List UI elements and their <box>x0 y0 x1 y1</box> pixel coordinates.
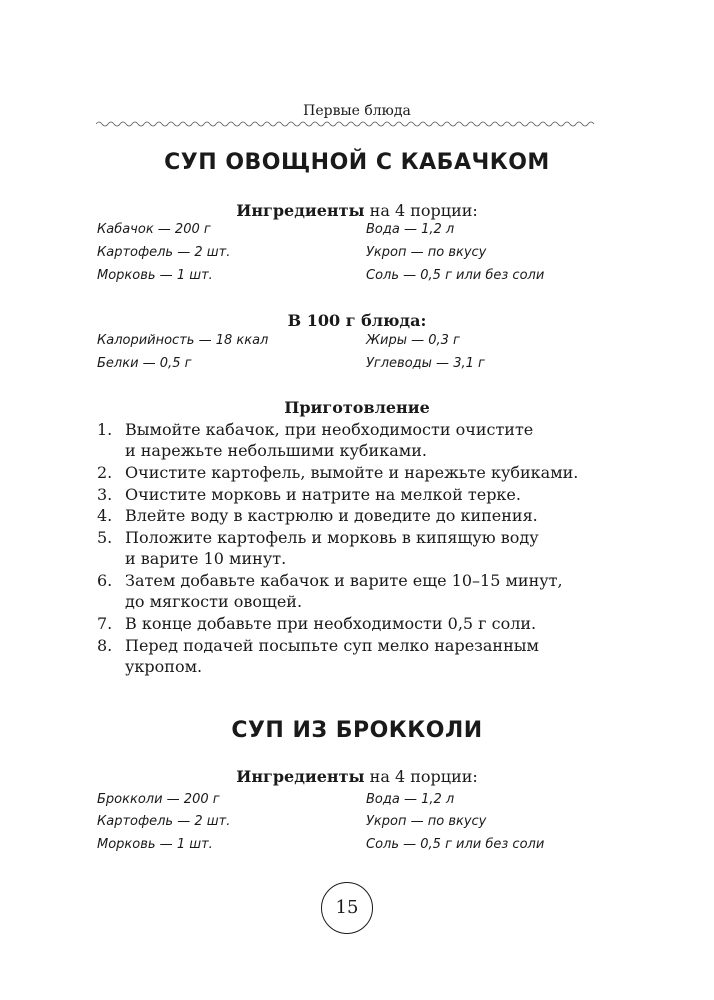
ingredient-item: Картофель — 2 шт. <box>97 245 231 260</box>
recipe1-title: СУП ОВОЩНОЙ С КАБАЧКОМ <box>164 150 550 175</box>
page-number: 15 <box>321 882 373 934</box>
step-text: Затем добавьте кабачок и варите еще 10–15 минут, <box>125 571 563 590</box>
ingredient-item: Морковь — 1 шт. <box>97 837 213 852</box>
step-number: 1. <box>97 420 113 439</box>
recipe1-ingredients-heading <box>0 201 714 220</box>
step-text: Вымойте кабачок, при необходимости очистите <box>125 420 534 439</box>
portions-label: на 4 порции: <box>364 767 478 786</box>
nutrition-item: Калорийность — 18 ккал <box>97 333 269 348</box>
nutrition-item: Жиры — 0,3 г <box>366 333 460 348</box>
recipe2-ingredients-heading <box>0 767 714 786</box>
ingredient-item: Вода — 1,2 л <box>366 222 455 237</box>
recipe2-title: СУП ИЗ БРОККОЛИ <box>231 718 483 743</box>
nutrition-item: Белки — 0,5 г <box>97 356 192 371</box>
nutrition-item: Углеводы — 3,1 г <box>366 356 485 371</box>
nutrition-heading: В 100 г блюда: <box>287 311 427 330</box>
ingredient-item: Брокколи — 200 г <box>97 792 220 807</box>
ingredients-label: Ингредиенты <box>236 767 365 786</box>
header-wavy-rule <box>96 120 596 128</box>
ingredient-item: Вода — 1,2 л <box>366 792 455 807</box>
ingredient-item: Соль — 0,5 г или без соли <box>366 268 545 283</box>
step-number: 6. <box>97 571 113 590</box>
step-number: 8. <box>97 636 113 655</box>
preparation-heading: Приготовление <box>284 398 430 417</box>
running-header: Первые блюда <box>303 103 411 119</box>
ingredients-label: Ингредиенты <box>236 201 365 220</box>
step-number: 4. <box>97 506 113 525</box>
step-text: В конце добавьте при необходимости 0,5 г соли. <box>125 614 537 633</box>
step-text: Очистите морковь и натрите на мелкой терке. <box>125 485 521 504</box>
step-number: 3. <box>97 485 113 504</box>
ingredient-item: Морковь — 1 шт. <box>97 268 213 283</box>
ingredient-item: Кабачок — 200 г <box>97 222 211 237</box>
step-text: укропом. <box>125 657 203 676</box>
step-number: 2. <box>97 463 113 482</box>
step-number: 5. <box>97 528 113 547</box>
ingredient-item: Укроп — по вкусу <box>366 814 487 829</box>
step-text: Влейте воду в кастрюлю и доведите до кипения. <box>125 506 538 525</box>
portions-label: на 4 порции: <box>364 201 478 220</box>
step-number: 7. <box>97 614 113 633</box>
step-text: Положите картофель и морковь в кипящую воду <box>125 528 539 547</box>
ingredient-item: Укроп — по вкусу <box>366 245 487 260</box>
step-text: и нарежьте небольшими кубиками. <box>125 441 427 460</box>
ingredient-item: Картофель — 2 шт. <box>97 814 231 829</box>
step-text: Перед подачей посыпьте суп мелко нарезанным <box>125 636 539 655</box>
step-text: до мягкости овощей. <box>125 592 303 611</box>
step-text: и варите 10 минут. <box>125 549 287 568</box>
ingredient-item: Соль — 0,5 г или без соли <box>366 837 545 852</box>
step-text: Очистите картофель, вымойте и нарежьте кубиками. <box>125 463 579 482</box>
